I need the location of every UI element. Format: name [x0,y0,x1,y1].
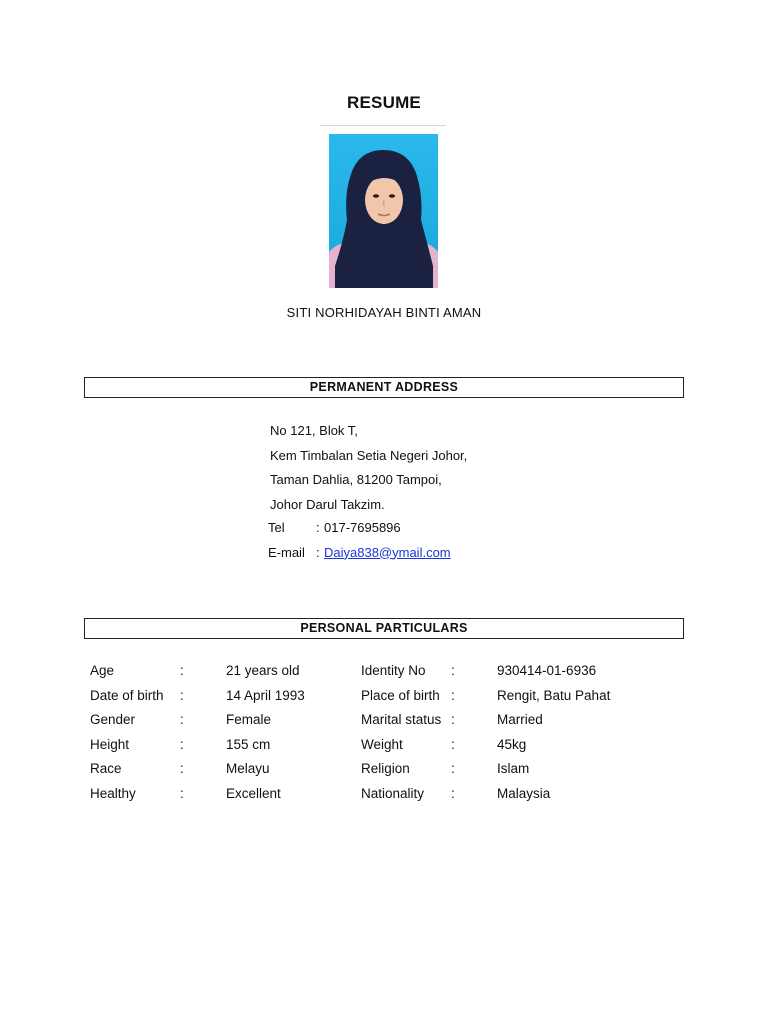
tel-separator: : [316,520,320,535]
field-separator: : [180,687,184,703]
particulars-row [90,659,690,684]
field-separator: : [451,663,455,678]
field-value: Married [497,712,543,728]
particulars-row [90,782,690,807]
address-line: Kem Timbalan Setia Negeri Johor, [270,447,468,463]
field-separator: : [180,761,184,777]
field-separator: : [451,712,455,728]
email-separator: : [316,544,320,560]
field-label: Religion [361,761,410,777]
section-heading-particulars: PERSONAL PARTICULARS [84,618,684,639]
field-value: Excellent [226,785,281,801]
field-label: Gender [90,712,136,728]
page-title: RESUME [347,93,421,112]
photo-frame [320,125,446,290]
field-value: Rengit, Batu Pahat [497,687,611,703]
particulars-row [90,733,690,758]
field-label: Place of birth [361,687,440,703]
field-label: Date of birth [90,687,164,703]
field-value: 930414-01-6936 [497,663,597,678]
field-label: Height [90,736,130,752]
field-separator: : [180,712,184,728]
address-line: Johor Darul Takzim. [270,496,385,512]
email-row [268,541,451,566]
profile-photo [329,134,438,288]
address-line: No 121, Blok T, [270,423,358,438]
particulars-row [90,684,690,709]
field-label: Marital status [361,712,442,728]
field-value: 45kg [497,736,527,752]
field-separator: : [180,736,184,752]
tel-value: 017-7695896 [324,520,401,535]
contact-block [268,516,451,565]
field-label: Age [90,663,115,678]
address-line: Taman Dahlia, 81200 Tampoi, [270,472,442,487]
field-value: Female [226,712,272,728]
field-label: Weight [361,736,403,752]
field-label: Healthy [90,785,136,801]
tel-label: Tel [268,520,285,535]
field-value: 21 years old [226,663,300,678]
field-label: Identity No [361,663,426,678]
field-separator: : [451,761,455,777]
field-separator: : [451,736,455,752]
particulars-table [90,659,690,807]
address-block [270,419,467,517]
field-separator: : [180,663,184,678]
field-separator: : [451,785,455,801]
field-separator: : [451,687,455,703]
field-label: Nationality [361,785,425,801]
full-name: SITI NORHIDAYAH BINTI AMAN [286,305,482,320]
field-separator: : [180,785,184,801]
email-link[interactable]: Daiya838@ymail.com [324,544,451,560]
section-heading-address: PERMANENT ADDRESS [84,377,684,398]
field-value: 14 April 1993 [226,687,305,703]
field-value: Melayu [226,761,270,777]
field-label: Race [90,761,122,777]
field-value: Islam [497,761,530,777]
particulars-row [90,757,690,782]
particulars-row [90,708,690,733]
field-value: Malaysia [497,785,551,801]
tel-row [268,516,451,541]
email-label: E-mail [268,544,305,560]
field-value: 155 cm [226,736,271,752]
